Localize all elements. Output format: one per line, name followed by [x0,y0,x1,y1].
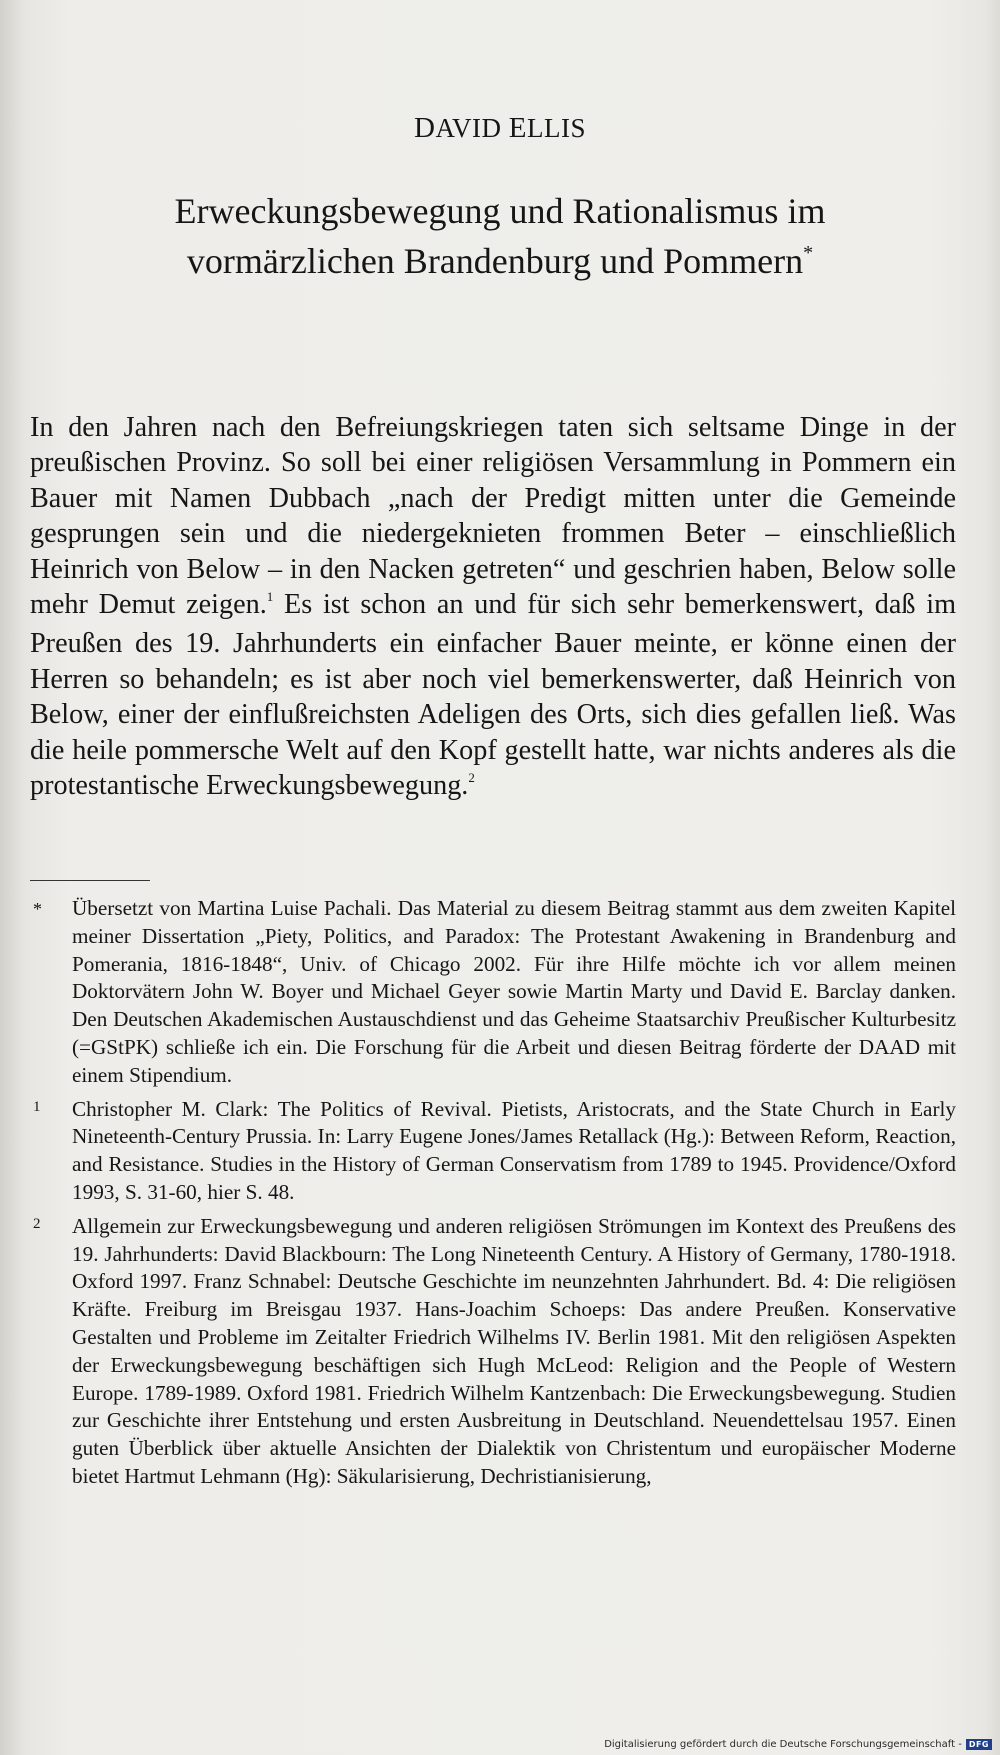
footnote-star [30,895,956,1090]
digitization-notice [604,1739,992,1750]
footnote-text: Christopher M. Clark: The Politics of Revival. Pietists, Aristocrats, and the State Church in Early Nineteenth-Century Prussia. In: Larry Eugene Jones/James Retallack (Hg.): Between Reform, Reaction, and Resistance. Studies in the History of German Conservatism from 1789 to 1945. Providence/Oxford 1993, S. 31-60, hier S. 48. [72,1096,956,1204]
footnote-1 [30,1096,956,1207]
title-footnote-mark: * [803,242,814,264]
footnotes [30,895,956,1497]
footnote-2 [30,1213,956,1491]
body-paragraph: In den Jahren nach den Befreiungskriegen taten sich seltsame Dinge in der preußischen Provinz. So soll bei einer religiösen Versammlung in Pommern ein Bauer mit Namen Dubbach „nach der Predigt mitten unter die Gemeinde gesprungen sein und die niedergeknieten frommen Beter – einschließlich Heinrich von Below – in den Nacken getreten“ und geschrien haben, Below solle mehr Demut zeigen.$^1$ Es ist schon an und für sich sehr bemerkenswert, daß im Preußen des 19. Jahrhunderts ein einfacher Bauer meinte, er könne einen der Herren so behandeln; es ist aber noch viel bemerkenswerter, daß Heinrich von Below, einer der einflußreichsten Adeligen des Orts, sich dies gefallen ließ. Was die heile pommersche Welt auf den Kopf gestellt hatte, war nichts anderes als die protestantische Erweckungsbewegung.$^2$ [30,412,957,802]
digitization-text: Digitalisierung gefördert durch die Deutsche Forschungsgemeinschaft - [604,1739,962,1750]
footnote-ref-2: 2 [468,770,475,786]
footnote-text: Allgemein zur Erweckungsbewegung und anderen religiösen Strömungen im Kontext des Preußens des 19. Jahrhunderts: David Blackbourn: The Long Nineteenth Century. A History of Germany, 1780-1918. Oxford 1997. Franz Schnabel: Deutsche Geschichte im neunzehnten Jahrhundert. Bd. 4: Die religiösen Kräfte. Freiburg im Breisgau 1937. Hans-Joachim Schoeps: Das andere Preußen. Konservative Gestalten und Probleme im Zeitalter Friedrich Wilhelms IV. Berlin 1981. Mit den religiösen Aspekten der Erweckungsbewegung beschäftigen sich Hugh McLeod: Religion and the People of Western Europe. 1789-1989. Oxford 1981. Friedrich Wilhelm Kantzenbach: Die Erweckungsbewegung. Studien zur Geschichte ihrer Entstehung und ersten Ausbreitung in Deutschland. Neuendettelsau 1957. Einen guten Überblick über aktuelle Ansichten der Dialektik von Christentum und europäischer Moderne bietet Hartmut Lehmann (Hg): Säkularisierung, Dechristianisierung, [72,1213,956,1488]
title-line-2: vormärzlichen Brandenburg und Pommern [186,241,804,281]
footnote-ref-1: 1 [266,589,274,605]
article-title [60,186,940,292]
author-name: DAVID ELLIS [414,112,586,144]
footnote-text: Übersetzt von Martina Luise Pachali. Das Material zu diesem Beitrag stammt aus dem zweiten Kapitel meiner Dissertation „Piety, Politics, and Paradox: The Protestant Awakening in Brandenburg and Pomerania, 1816-1848“, Univ. of Chicago 2002. Für ihre Hilfe möchte ich vor allem meinen Doktorvätern John W. Boyer und Michael Geyer sowie Martin Marty und David E. Barclay danken. Den Deutschen Akademischen Austauschdienst und das Geheime Staatsarchiv Preußischer Kulturbesitz (=GStPK) schließe ich ein. Die Forschung für die Arbeit und diesen Beitrag förderte der DAAD mit einem Stipendium. [72,896,956,1087]
footnote-divider [30,880,150,881]
footnote-mark: 1 [33,1098,41,1115]
footnote-mark: 2 [33,1215,41,1232]
dfg-logo: DFG [966,1739,992,1750]
title-line-1: Erweckungsbewegung und Rationalismus im [174,191,826,231]
footnote-mark: * [33,899,42,919]
